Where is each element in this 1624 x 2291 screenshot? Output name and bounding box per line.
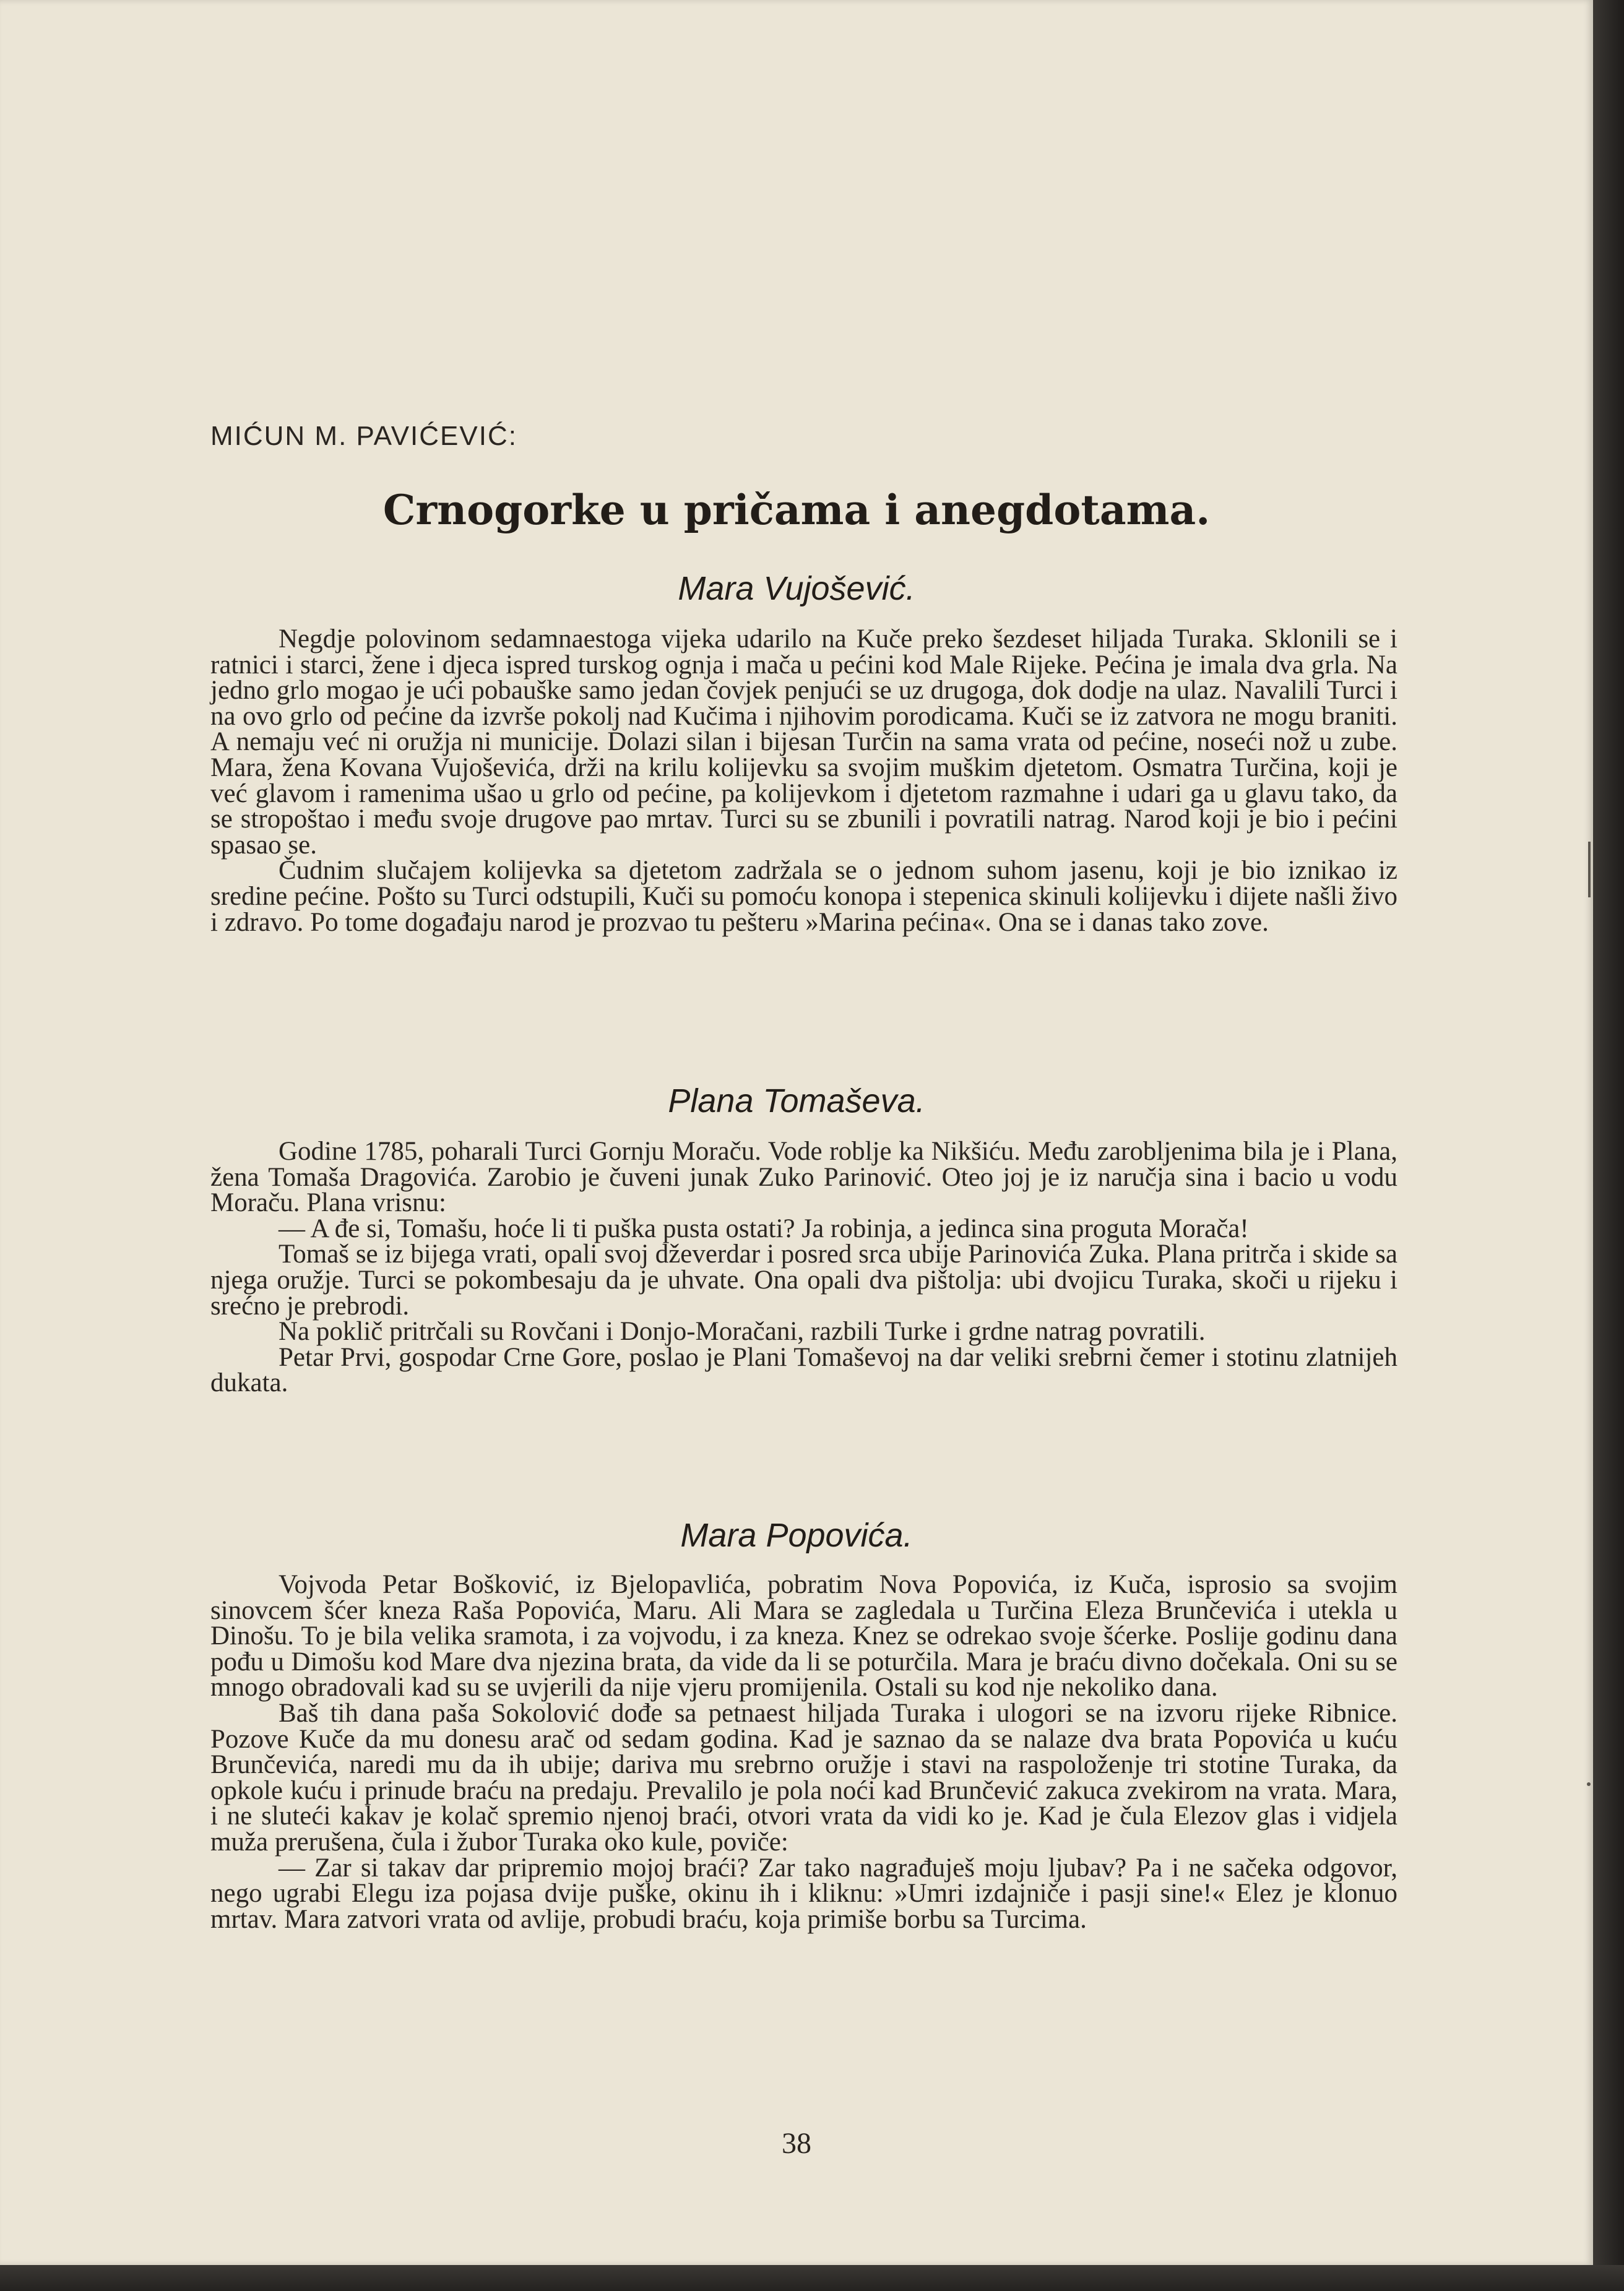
paragraph: Baš tih dana paša Sokolović dođe sa petnaest hiljada Turaka i ulogori se na izvoru rijeke Ribnice. Pozove Kuče da mu donesu arač od sedam godina. Kad je saznao da se nalaze dva brata Popovića u kuću Brunčevića, naredi mu da ih ubije; dariva mu srebrno oružje i stavi na raspoloženje tri stotine Turaka, da opkole kuću i prinude braću na predaju. Prevalilo je pola noći kad Brunčević zakuca zvekirom na vrata. Mara, i ne sluteći kakav je kolač spremio njenoj braći, otvori vrata da vidi ko je. Kad je čula Elezov glas i vidjela muža prerušena, čula i žubor Turaka oko kule, poviče:	[210, 1698, 1397, 1857]
section-heading-plana-tomaseva: Plana Tomaševa.	[668, 1082, 925, 1120]
paragraph: — A đe si, Tomašu, hoće li ti puška pusta ostati? Ja robinja, a jedinca sina proguta Morača!	[279, 1214, 1249, 1243]
paragraph: Na poklič pritrčali su Rovčani i Donjo-Moračani, razbili Turke i grdne natrag povratili.	[279, 1317, 1206, 1347]
paragraph: Petar Prvi, gospodar Crne Gore, poslao je Plani Tomaševoj na dar veliki srebrni čemer i stotinu zlatnijeh dukata.	[210, 1342, 1397, 1398]
paragraph: Vojvoda Petar Bošković, iz Bjelopavlića, pobratim Nova Popovića, iz Kuča, isprosio sa svojim sinovcem šćer kneza Raša Popovića, Maru. Ali Mara se zagledala u Turčina Eleza Brunčevića i utekla u Dinošu. To je bila velika sramota, i za vojvodu, i za kneza. Knez se odrekao svoje šćerke. Poslije godinu dana pođu u Dimošu kod Mare dva njezina brata, da vide da li se poturčila. Mara je braću divno dočekala. Oni su se mnogo obradovali kad su se uvjerili da nije vjeru promijenila. Ostali su kod nje nekoliko dana.	[210, 1570, 1397, 1702]
margin-dot	[1587, 1782, 1591, 1786]
article-title: Crnogorke u pričama i anegdotama.	[382, 486, 1211, 534]
page-number: 38	[782, 2127, 811, 2160]
section-heading-mara-vujosevic: Mara Vujošević.	[678, 570, 915, 607]
paragraph: Negdje polovinom sedamnaestoga vijeka udarilo na Kuče preko šezdeset hiljada Turaka. Sklonili se i ratnici i starci, žene i djeca ispred turskog ognja i mača u pećini kod Male Rijeke. Pećina je imala dva grla. Na jedno grlo mogao je ući pobauške samo jedan čovjek penjući se uz drugoga, dok dodje na ulaz. Navalili Turci i na ovo grlo od pećine da izvrše pokolj nad Kučima i njihovim porodicama. Kuči se iz zatvora ne mogu braniti. A nemaju već ni oružja ni municije. Dolazi silan i bijesan Turčin na sama vrata od pećine, noseći nož u zube. Mara, žena Kovana Vujoševića, drži na krilu kolijevku sa svojim muškim djetetom. Osmatra Turčina, koji je već glavom i ramenima ušao u grlo od pećine, pa kolijevkom i djetetom razmahne i udari ga u glavu tako, da se stropoštao i među svoje drugove pao mrtav. Turci su se zbunili i povratili natrag. Narod koji je bio i pećini spasao se.	[210, 624, 1397, 860]
paragraph: Čudnim slučajem kolijevka sa djetetom zadržala se o jednom suhom jasenu, koji je bio iznikao iz sredine pećine. Pošto su Turci odstupili, Kuči su pomoću konopa i stepenica skinuli kolijevku i dijete našli živo i zdravo. Po tome događaju narod je prozvao tu pešteru »Marina pećina«. Ona se i danas tako zove.	[210, 856, 1397, 937]
section-body-plana-tomaseva	[210, 1139, 1397, 1396]
paragraph: — Zar si takav dar pripremio mojoj braći? Zar tako nagrađuješ moju ljubav? Pa i ne sačeka odgovor, nego ugrabi Elegu iza pojasa dvije puške, okinu ih i kliknu: »Umri izdajniče i pasji sine!« Elez je klonuo mrtav. Mara zatvori vrata od avlije, probudi braću, koja primiše borbu sa Turcima.	[210, 1853, 1397, 1934]
section-body-mara-vujosevic	[210, 626, 1397, 935]
author-name: MIĆUN M. PAVIĆEVIĆ:	[210, 421, 517, 451]
margin-mark	[1588, 842, 1591, 897]
scan-bottom-edge	[0, 2265, 1624, 2291]
scan-binding-edge	[1593, 0, 1624, 2291]
section-body-mara-popovica	[210, 1572, 1397, 1932]
paragraph: Tomaš se iz bijega vrati, opali svoj dževerdar i posred srca ubije Parinovića Zuka. Plana pritrča i skide sa njega oružje. Turci se pokombesaju da je uhvate. Ona opali dva pištolja: ubi dvojicu Turaka, skoči u rijeku i srećno je prebrodi.	[210, 1240, 1397, 1321]
paragraph: Godine 1785, poharali Turci Gornju Moraču. Vode roblje ka Nikšiću. Među zarobljenima bila je i Plana, žena Tomaša Dragovića. Zarobio je čuveni junak Zuko Parinović. Oteo joj je iz naručja sina i bacio u vodu Moraču. Plana vrisnu:	[210, 1137, 1397, 1218]
section-heading-mara-popovica: Mara Popovića.	[680, 1517, 913, 1554]
